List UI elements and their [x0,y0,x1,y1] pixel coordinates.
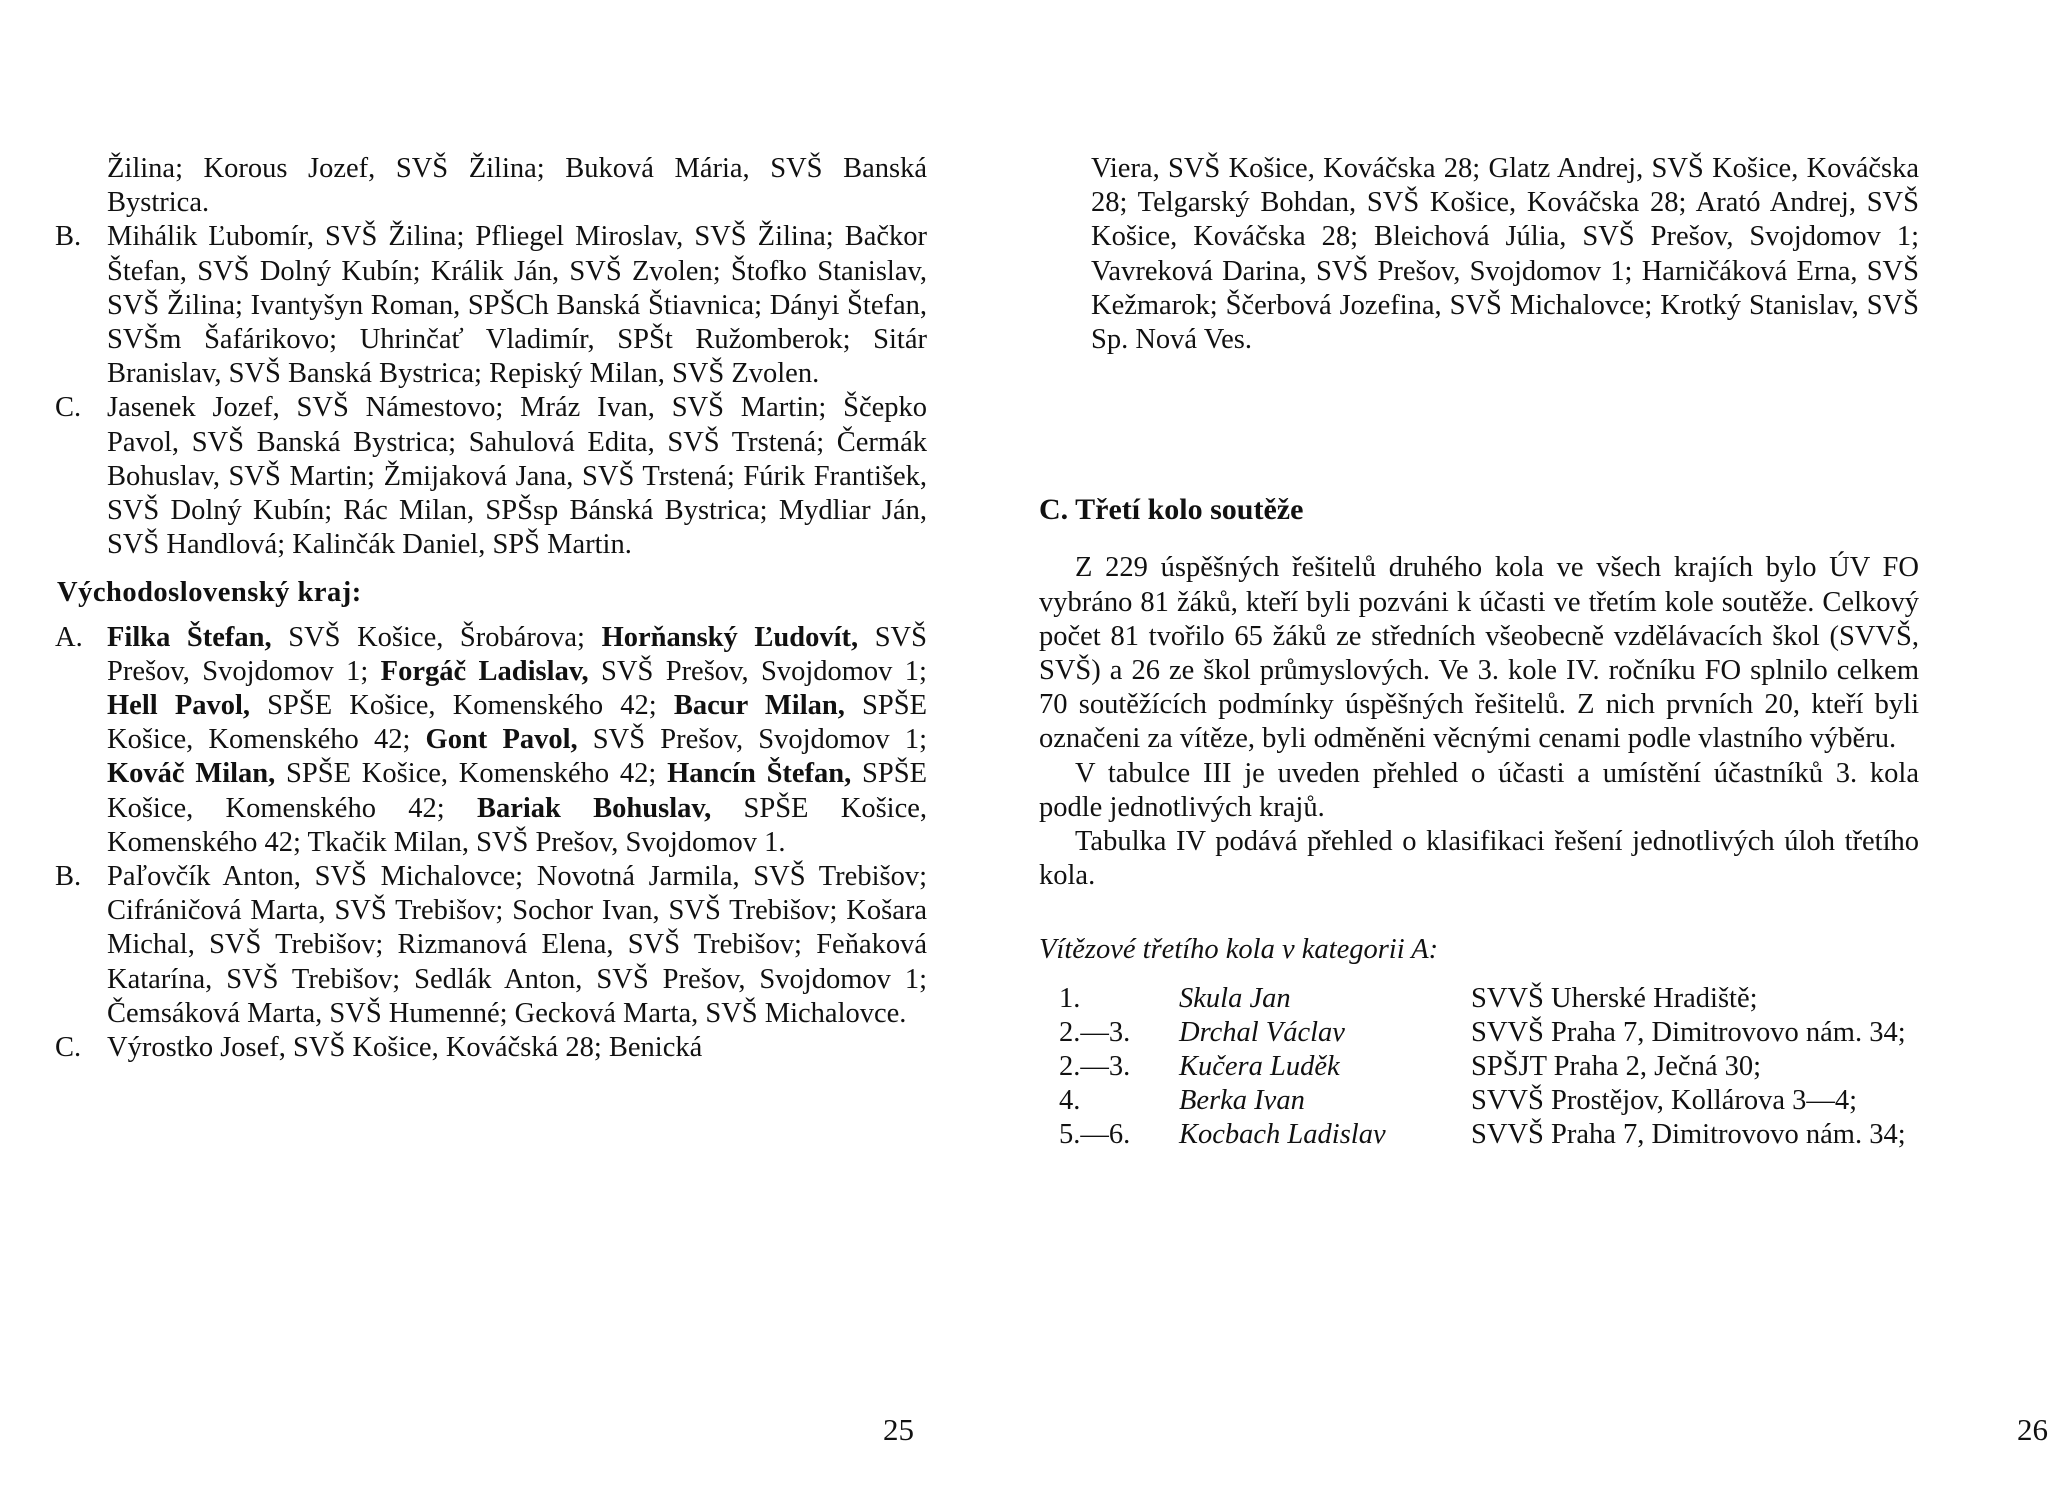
rank-cell: 2.—3. [1059,1016,1131,1048]
right-column [1039,152,1919,1153]
item-text: Paľovčík Anton, SVŠ Michalovce; Novotná Jarmila, SVŠ Trebišov; Cifráničová Marta, SVŠ Trebišov; Sochor Ivan, SVŠ Trebišov; Košara Michal, SVŠ Trebišov; Rizmanová Elena, SVŠ Trebišov; Feňaková Katarína, SVŠ Trebišov; Sedlák Anton, SVŠ Prešov, Svojdomov 1; Čemsáková Marta, SVŠ Humenné; Gecková Marta, SVŠ Michalovce. [107,861,927,1029]
item-mark: B. [55,221,82,253]
item-text: Mihálik Ľubomír, SVŠ Žilina; Pfliegel Miroslav, SVŠ Žilina; Bačkor Štefan, SVŠ Dolný Kubín; Králik Ján, SVŠ Zvolen; Štofko Stanislav, SVŠ Žilina; Ivantyšyn Roman, SPŠCh Banská Štiavnica; Dányi Štefan, SVŠm Šafárikovo; Uhrinčať Vladimír, SPŠt Ružomberok; Sitár Branislav, SVŠ Banská Bystrica; Repiský Milan, SVŠ Zvolen. [107,221,927,390]
student-name: Hancín Štefan, [667,758,852,790]
school-text: SPŠE Košice, Komenského 42; Tkačik Milan, SVŠ Prešov, Svojdomov 1. [107,792,928,858]
item-mark: C. [55,392,82,424]
item-text: Jasenek Jozef, SVŠ Námestovo; Mráz Ivan, SVŠ Martin; Ščepko Pavol, SVŠ Banská Bystrica; Sahulová Edita, SVŠ Trstená; Čermák Bohuslav, SVŠ Martin; Žmijaková Jana, SVŠ Trstená; Fúrik František, SVŠ Dolný Kubín; Rác Milan, SPŠsp Bánská Bystrica; Mydliar Ján, SVŠ Handlová; Kalinčák Daniel, SPŠ Martin. [107,392,927,561]
student-name: Horňanský Ľudovít, [601,621,859,653]
left-column [55,152,927,1065]
school-cell: SVVŠ Prostějov, Kollárova 3—4; [1471,1085,1858,1117]
name-cell: Skula Jan [1179,982,1291,1014]
school-text: SVŠ Košice, Šrobárova; [271,621,602,653]
rank-cell: 4. [1059,1085,1081,1117]
rank-cell: 5.—6. [1059,1119,1131,1151]
school-text: SPŠE Košice, Komenského 42; [107,690,927,756]
page-number: 26 [2017,1412,2048,1447]
list-item [55,1031,927,1065]
list-item [55,621,927,860]
school-text: SPŠE Košice, Komenského 42; [275,758,668,790]
name-cell: Berka Ivan [1179,1085,1305,1117]
student-name: Kováč Milan, [107,758,276,790]
winners-heading: Vítězové třetího kola v kategorii A: [1039,934,1439,966]
continued-list: Viera, SVŠ Košice, Kováčska 28; Glatz Andrej, SVŠ Košice, Kováčska 28; Telgarský Bohdan, SVŠ Košice, Kováčska 28; Arató Andrej, SVŠ Košice, Kováčska 28; Bleichová Júlia, SVŠ Prešov, Svojdomov 1; Vavreková Darina, SVŠ Prešov, Svojdomov 1; Harničáková Erna, SVŠ Kežmarok; Ščerbová Jozefina, SVŠ Michalovce; Krotký Stanislav, SVŠ Sp. Nová Ves. [1091,153,1919,356]
body-paragraph: Z 229 úspěšných řešitelů druhého kola ve všech krajích bylo ÚV FO vybráno 81 žáků, kteří byli pozváni k účasti ve třetím kole soutěže. Celkový počet 81 tvořilo 65 žáků ze středních všeobecně vzdělávacích škol (SVVŠ, SVŠ) a 26 ze škol průmyslových. Ve 3. kole IV. ročníku FO splnilo celkem 70 soutěžících podmínky úspěšných řešitelů. Z nich prvních 20, kteří byli označeni za vítěze, byli odměněni věcnými cenami podle vlastního výběru. [1039,552,1919,755]
item-mark: A. [55,621,83,653]
page-number: 25 [883,1412,914,1447]
left-page [0,0,977,1501]
table-row [1039,1050,1919,1084]
item-text [107,622,927,858]
school-cell: SVVŠ Praha 7, Dimitrovovo nám. 34; [1471,1119,1906,1151]
school-text: SVŠ Prešov, Svojdomov 1; [577,724,928,756]
school-text: SPŠE Košice, Komenského 42; [250,690,674,722]
school-cell: SPŠJT Praha 2, Ječná 30; [1471,1051,1762,1083]
name-cell: Kučera Luděk [1179,1051,1340,1083]
name-cell: Kocbach Ladislav [1179,1119,1386,1151]
list-item [55,220,927,391]
student-name: Forgáč Ladislav, [380,655,589,687]
right-page [977,0,2048,1501]
school-cell: SVVŠ Praha 7, Dimitrovovo nám. 34; [1471,1016,1906,1048]
body-paragraph: V tabulce III je uveden přehled o účasti a umístění účastníků 3. kola podle jednotlivých krajů. [1039,757,1919,823]
list-item [55,391,927,562]
body-paragraph: Tabulka IV podává přehled o klasifikaci řešení jednotlivých úloh třetího kola. [1039,826,1919,892]
region-heading: Východoslovenský kraj: [57,577,362,609]
continued-list: Žilina; Korous Jozef, SVŠ Žilina; Buková Mária, SVŠ Banská Bystrica. [107,153,927,219]
item-text: Výrostko Josef, SVŠ Košice, Kováčská 28; Benická [107,1032,703,1064]
student-name: Hell Pavol, [107,690,251,722]
list-item [55,860,927,1031]
table-row [1039,1016,1919,1050]
rank-cell: 1. [1059,982,1081,1014]
school-text: SVŠ Prešov, Svojdomov 1; [107,621,927,687]
school-text: SVŠ Prešov, Svojdomov 1; [588,655,927,687]
table-row [1039,982,1919,1016]
table-row [1039,1118,1919,1152]
name-cell: Drchal Václav [1179,1016,1345,1048]
item-mark: B. [55,861,82,893]
school-cell: SVVŠ Uherské Hradiště; [1471,982,1758,1014]
item-mark: C. [55,1032,82,1064]
student-name: Bariak Bohuslav, [476,792,712,824]
student-name: Gont Pavol, [425,724,578,756]
school-text: SPŠE Košice, Komenského 42; [107,758,927,824]
student-name: Filka Štefan, [107,621,272,653]
rank-cell: 2.—3. [1059,1051,1131,1083]
winners-table [1039,982,1919,1153]
student-name: Bacur Milan, [673,690,845,722]
section-title: C. Třetí kolo soutěže [1039,493,1304,527]
table-row [1039,1084,1919,1118]
